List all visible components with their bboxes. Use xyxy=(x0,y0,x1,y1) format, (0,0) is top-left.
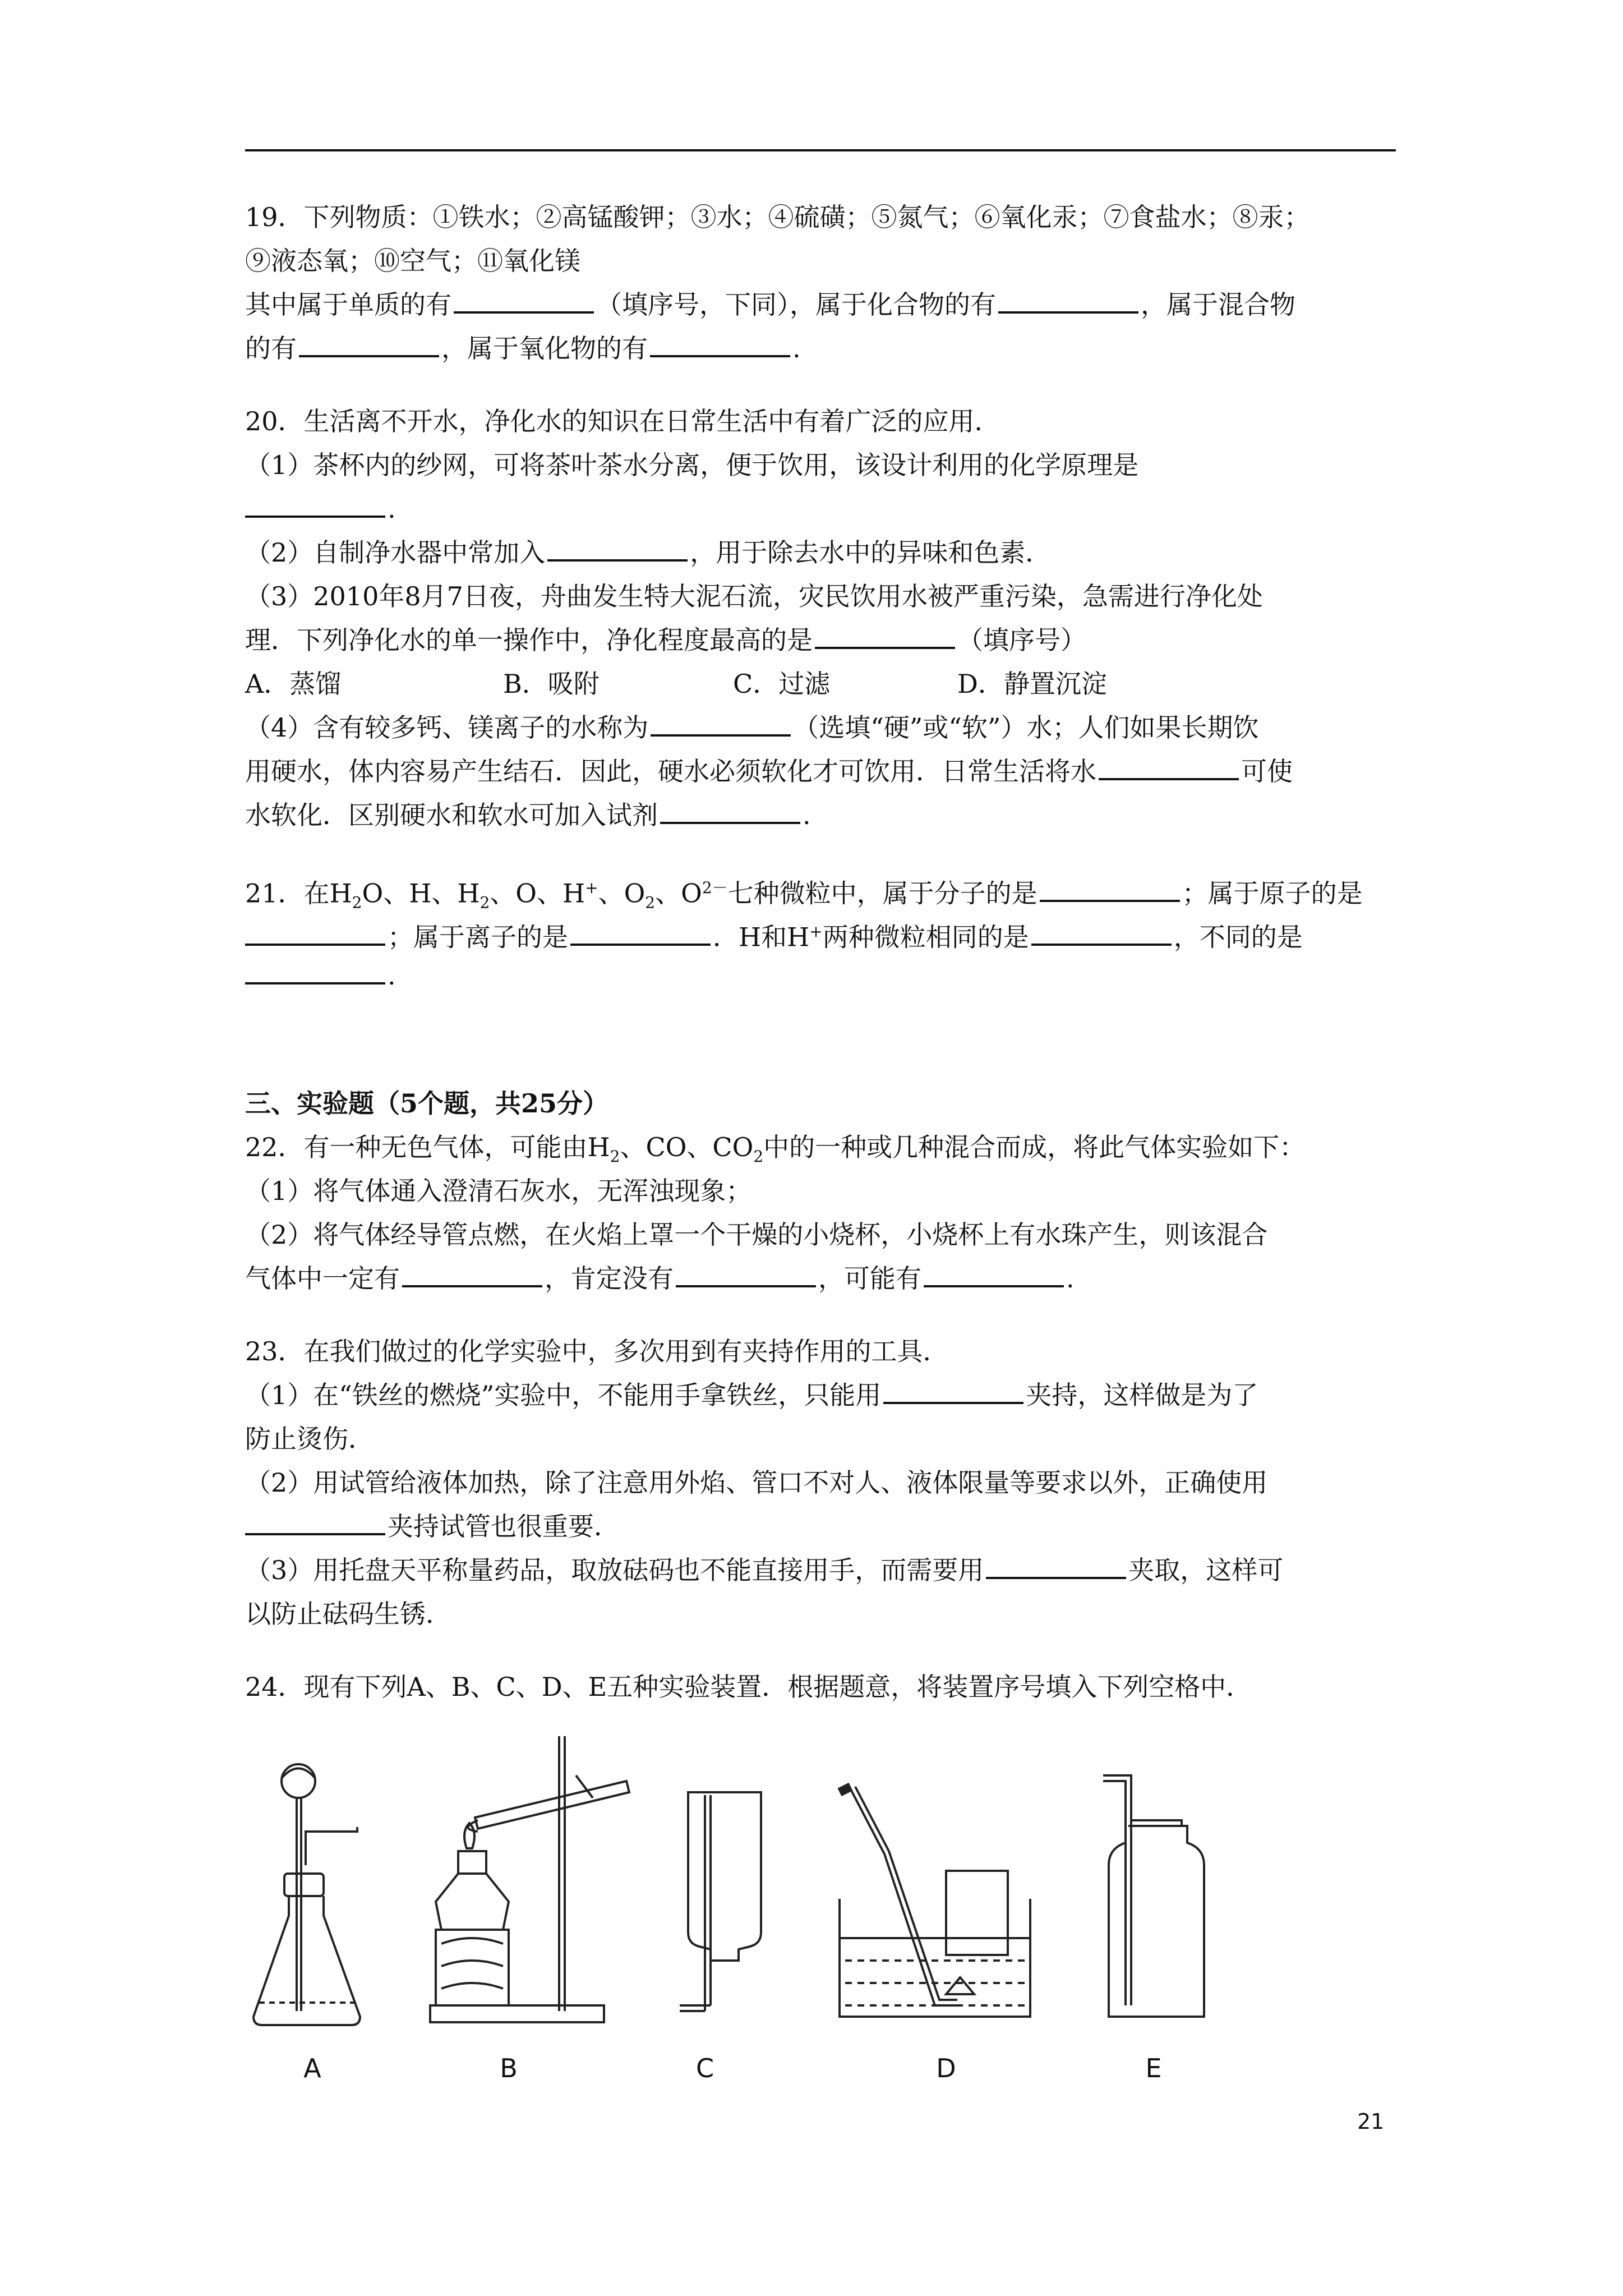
q23-line-1: 23．在我们做过的化学实验中，多次用到有夹持作用的工具． xyxy=(245,1336,949,1366)
q20-line-8: （4）含有较多钙、镁离子的水称为 （选填“硬”或“软”）水；人们如果长期饮 xyxy=(245,706,1396,749)
q22-line-4: 气体中一定有 ，肯定没有 ，可能有 . xyxy=(245,1257,1396,1300)
answer-blank[interactable] xyxy=(986,1549,1126,1579)
q23-line-4: （2）用试管给液体加热，除了注意用外焰、管口不对人、液体限量等要求以外，正确使用 xyxy=(245,1467,1268,1498)
q24-line-1: 24．现有下列A、B、C、D、E五种实验装置．根据题意，将装置序号填入下列空格中． xyxy=(245,1672,1252,1702)
q20-line-2: （1）茶杯内的纱网，可将茶叶茶水分离，便于饮用，该设计利用的化学原理是 xyxy=(245,450,1139,480)
q19-line-3: 其中属于单质的有 （填序号，下同），属于化合物的有 ，属于混合物 xyxy=(245,283,1396,326)
q23-line-7: 以防止砝码生锈． xyxy=(245,1599,451,1629)
label-e: E xyxy=(1145,2053,1162,2083)
answer-blank[interactable] xyxy=(676,1257,816,1287)
answer-blank[interactable] xyxy=(998,283,1138,314)
header-rule xyxy=(245,149,1396,151)
apparatus-e xyxy=(1098,1770,1210,2033)
page-number: 21 xyxy=(1357,2109,1385,2134)
q19-line-2: ⑨液态氧；⑩空气；⑪氧化镁 xyxy=(245,246,580,276)
answer-blank[interactable] xyxy=(1099,750,1239,780)
answer-blank[interactable] xyxy=(1031,915,1172,946)
apparatus-a xyxy=(245,1747,380,2039)
label-c: C xyxy=(695,2053,714,2083)
apparatus-b xyxy=(425,1731,660,2039)
answer-blank[interactable] xyxy=(651,706,791,737)
q22-line-1: 22．有一种无色气体，可能由$H_2$、CO、$CO_2$中的一种或几种混合而成，将此气体实验如下： xyxy=(245,1132,1306,1166)
q20-line-4: （2）自制净水器中常加入 ，用于除去水中的异味和色素． xyxy=(245,531,1396,574)
q23-line-3: 防止烫伤． xyxy=(245,1424,374,1454)
answer-blank[interactable] xyxy=(660,794,800,824)
q19-line-1: 19．下列物质：①铁水；②高锰酸钾；③水；④硫磺；⑤氮气；⑥氧化汞；⑦食盐水；⑧汞； xyxy=(245,202,1310,232)
label-b: B xyxy=(500,2053,518,2083)
q23-line-5: 夹持试管也很重要． xyxy=(245,1504,1396,1548)
page-content xyxy=(245,195,1396,1709)
apparatus-figure xyxy=(245,1747,1396,2095)
q20-line-5: （3）2010年8月7日夜，舟曲发生特大泥石流，灾民饮用水被严重污染，急需进行净化处 xyxy=(245,581,1263,611)
answer-blank[interactable] xyxy=(570,915,711,946)
q20-line-10: 水软化．区别硬水和软水可加入试剂 . xyxy=(245,793,1396,837)
answer-blank[interactable] xyxy=(245,954,385,984)
q20-line-6: 理．下列净化水的单一操作中，净化程度最高的是 （填序号） xyxy=(245,618,1396,662)
apparatus-d xyxy=(828,1770,1041,2039)
q19-line-4: 的有 ，属于氧化物的有 . xyxy=(245,326,1396,370)
answer-blank[interactable] xyxy=(299,327,439,357)
answer-blank[interactable] xyxy=(245,1505,385,1535)
answer-blank[interactable] xyxy=(245,487,385,518)
q20-line-9: 用硬水，体内容易产生结石．因此，硬水必须软化才可饮用．日常生活将水 可使 xyxy=(245,749,1396,793)
q22-line-2: （1）将气体通入澄清石灰水，无浑浊现象； xyxy=(245,1176,752,1206)
answer-blank[interactable] xyxy=(924,1257,1064,1287)
answer-blank[interactable] xyxy=(883,1374,1023,1404)
answer-blank[interactable] xyxy=(650,327,790,357)
answer-blank[interactable] xyxy=(547,531,688,562)
answer-blank[interactable] xyxy=(1040,872,1180,902)
q21-line-3: . xyxy=(245,954,1396,997)
label-d: D xyxy=(936,2053,956,2083)
q22-line-3: （2）将气体经导管点燃，在火焰上罩一个干燥的小烧杯，小烧杯上有水珠产生，则该混合 xyxy=(245,1220,1268,1250)
answer-blank[interactable] xyxy=(815,619,955,649)
answer-blank[interactable] xyxy=(245,915,385,946)
q23-line-2: （1）在“铁丝的燃烧”实验中，不能用手拿铁丝，只能用 夹持，这样做是为了 xyxy=(245,1373,1396,1417)
q23-line-6: （3）用托盘天平称量药品，取放砝码也不能直接用手，而需要用 夹取，这样可 xyxy=(245,1548,1396,1592)
answer-blank[interactable] xyxy=(454,283,594,314)
option-d: D．静置沉淀 xyxy=(957,669,1107,699)
q20-line-3: . xyxy=(245,487,1396,531)
q21-line-2: ；属于离子的是 ．H和H+两种微粒相同的是 ，不同的是 xyxy=(245,910,1396,954)
label-a: A xyxy=(303,2053,321,2083)
option-b: B．吸附 xyxy=(503,669,600,699)
answer-blank[interactable] xyxy=(402,1257,542,1287)
section-heading: 三、实验题（5个题，共25分） xyxy=(245,1088,609,1119)
q20-options xyxy=(245,662,1396,706)
q20-line-1: 20．生活离不开水，净化水的知识在日常生活中有着广泛的应用． xyxy=(245,406,1000,436)
option-a: A．蒸馏 xyxy=(245,669,342,699)
apparatus-c xyxy=(677,1781,778,2039)
option-c: C．过滤 xyxy=(733,669,831,699)
q21-line-1: 21．在$H_2O$、H、$H_2$、O、H+、$O_2$、$O^{2-}$七种微粒中，属于分子的是 ；属于原子的是 xyxy=(245,866,1396,910)
